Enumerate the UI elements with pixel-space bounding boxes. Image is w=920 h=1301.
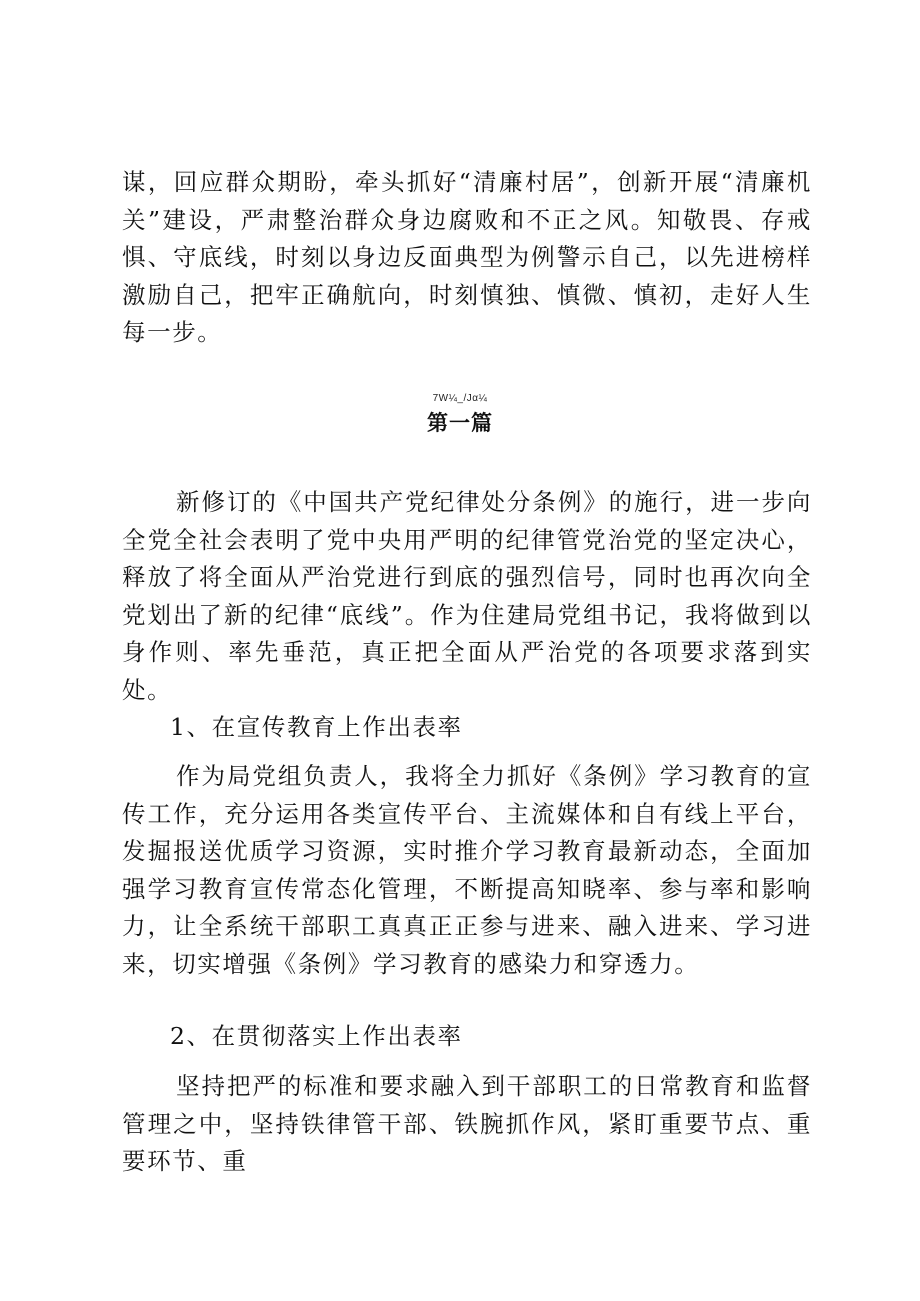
- paragraph-item-1: 作为局党组负责人，我将全力抓好《条例》学习教育的宣传工作，充分运用各类宣传平台、主流媒体和自有线上平台，发掘报送优质学习资源，实时推介学习教育最新动态，全面加强学习教育宣传常态化管理，不断提高知晓率、参与率和影响力，让全系统干部职工真真正正参与进来、融入进来、学习进来，切实增强《条例》学习教育的感染力和穿透力。: [122, 762, 812, 978]
- section-marker: 7W¼_/Jα¼: [432, 393, 488, 404]
- item-heading-2: 2、在贯彻落实上作出表率: [170, 1022, 463, 1050]
- item-heading-1: 1、在宣传教育上作出表率: [170, 713, 463, 741]
- paragraph-continued: 谋，回应群众期盼，牵头抓好“清廉村居”，创新开展“清廉机关”建设，严肃整治群众身边腐败和不正之风。知敬畏、存戒惧、守底线，时刻以身边反面典型为例警示自己，以先进榜样激励自己，把牢正确航向，时刻慎独、慎微、慎初，走好人生每一步。: [122, 168, 812, 346]
- paragraph-item-2: 坚持把严的标准和要求融入到干部职工的日常教育和监督管理之中，坚持铁律管干部、铁腕抓作风，紧盯重要节点、重要环节、重: [122, 1072, 812, 1175]
- section-title: 第一篇: [427, 411, 493, 435]
- paragraph-intro: 新修订的《中国共产党纪律处分条例》的施行，进一步向全党全社会表明了党中央用严明的纪律管党治党的坚定决心，释放了将全面从严治党进行到底的强烈信号，同时也再次向全党划出了新的纪律“底线”。作为住建局党组书记，我将做到以身作则、率先垂范，真正把全面从严治党的各项要求落到实处。: [122, 488, 812, 704]
